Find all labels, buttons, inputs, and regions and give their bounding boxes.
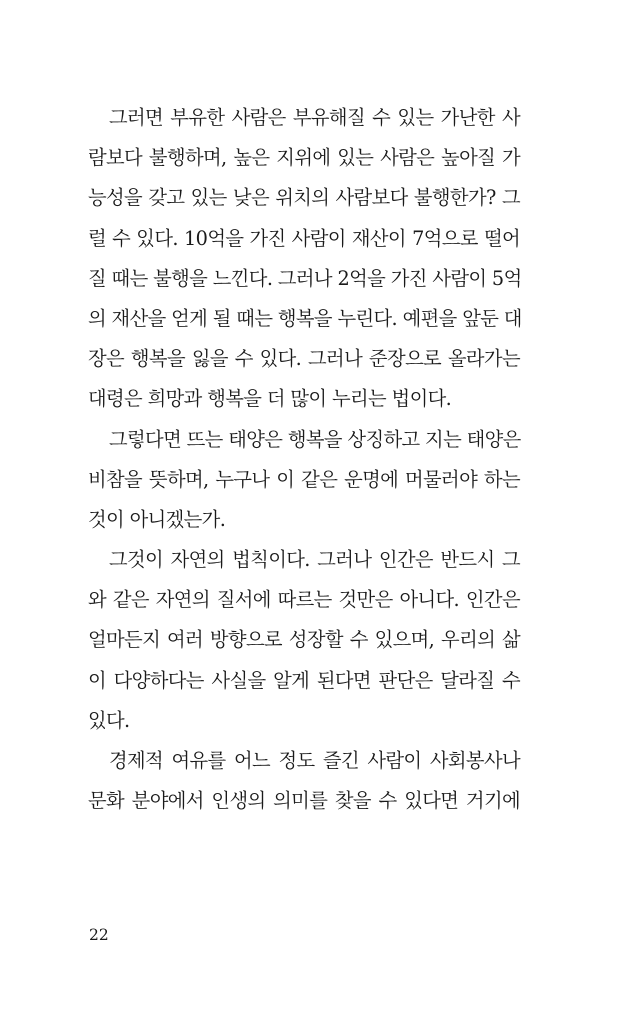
text-line: 있다. bbox=[88, 708, 130, 732]
body-text bbox=[88, 98, 520, 821]
text-line: 경제적 여유를 어느 정도 즐긴 사람이 사회봉사나 bbox=[109, 749, 520, 772]
text-line: 그렇다면 뜨는 태양은 행복을 상징하고 지는 태양은 bbox=[109, 427, 521, 451]
text-line: 장은 행복을 잃을 수 있다. 그러나 준장으로 올라가는 bbox=[88, 347, 520, 371]
text-line: 능성을 갖고 있는 낮은 위치의 사람보다 불행한가? 그 bbox=[88, 186, 520, 210]
text-line: 의 재산을 얻게 될 때는 행복을 누린다. 예편을 앞둔 대 bbox=[88, 306, 522, 330]
text-line: 그러면 부유한 사람은 부유해질 수 있는 가난한 사 bbox=[109, 106, 520, 129]
text-line: 이 다양하다는 사실을 알게 된다면 판단은 달라질 수 bbox=[88, 668, 520, 692]
text-line: 대령은 희망과 행복을 더 많이 누리는 법이다. bbox=[88, 387, 452, 411]
text-line: 얼마든지 여러 방향으로 성장할 수 있으며, 우리의 삶 bbox=[88, 628, 520, 652]
text-line: 문화 분야에서 인생의 의미를 찾을 수 있다면 거기에 bbox=[88, 789, 520, 813]
page-number: 22 bbox=[89, 926, 109, 944]
text-line: 것이 아니겠는가. bbox=[88, 507, 226, 531]
text-line: 그것이 자연의 법칙이다. 그러나 인간은 반드시 그 bbox=[109, 548, 520, 572]
text-line: 람보다 불행하며, 높은 지위에 있는 사람은 높아질 가 bbox=[88, 146, 520, 170]
text-line: 와 같은 자연의 질서에 따르는 것만은 아니다. 인간은 bbox=[88, 588, 520, 612]
text-line: 럴 수 있다. 10억을 가진 사람이 재산이 7억으로 떨어 bbox=[88, 226, 520, 250]
text-line: 질 때는 불행을 느낀다. 그러나 2억을 가진 사람이 5억 bbox=[88, 266, 522, 290]
text-line: 비참을 뜻하며, 누구나 이 같은 운명에 머물러야 하는 bbox=[88, 467, 520, 491]
